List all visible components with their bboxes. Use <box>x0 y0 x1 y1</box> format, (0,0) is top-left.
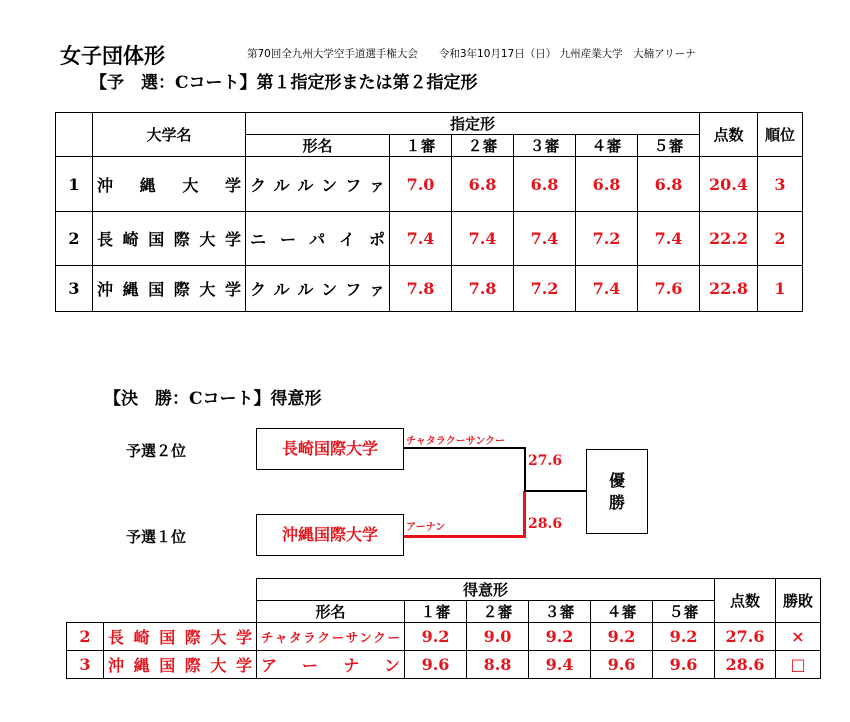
final-heading: 【決 勝：Cコート】得意形 <box>104 389 322 409</box>
header-total: 点数 <box>715 579 776 623</box>
judge-score: 7.4 <box>390 212 452 266</box>
judge-score: 9.2 <box>653 623 715 651</box>
judge-score: 7.6 <box>638 266 700 312</box>
final-results-table <box>66 578 821 679</box>
kata-name: アーナン <box>257 651 405 679</box>
judge-score: 8.8 <box>467 651 529 679</box>
judge-score: 9.2 <box>529 623 591 651</box>
header-judge-3: ３審 <box>514 135 576 157</box>
university-name: 沖縄国際大学 <box>104 651 257 679</box>
university-name: 沖縄国際大学 <box>93 266 246 312</box>
bracket-line-top-vertical <box>524 447 526 492</box>
judge-score: 9.4 <box>529 651 591 679</box>
event-info: 第70回全九州大学空手道選手権大会 令和3年10月17日（日） 九州産業大学 大楠アリーナ <box>247 48 696 60</box>
header-university: 大学名 <box>93 113 246 157</box>
table-row <box>56 157 803 212</box>
bracket-kata-top: チャタラクーサンクー <box>406 436 505 447</box>
judge-score: 7.4 <box>514 212 576 266</box>
university-name: 長崎国際大学 <box>93 212 246 266</box>
judge-score: 9.2 <box>591 623 653 651</box>
bracket-kata-bottom: アーナン <box>406 522 446 533</box>
header-judge-4: ４審 <box>576 135 638 157</box>
total-score: 27.6 <box>715 623 776 651</box>
table-row <box>67 651 821 679</box>
judge-score: 7.8 <box>390 266 452 312</box>
prelim-results-table <box>55 112 803 312</box>
total-score: 20.4 <box>700 157 758 212</box>
rank: 1 <box>758 266 803 312</box>
kata-name: クルルンファ <box>246 157 390 212</box>
header-judge-5: ５審 <box>653 601 715 623</box>
seed-label-bottom: 予選１位 <box>126 528 187 546</box>
header-result: 勝敗 <box>776 579 821 623</box>
university-name: 長崎国際大学 <box>104 623 257 651</box>
judge-score: 7.4 <box>576 266 638 312</box>
judge-score: 9.2 <box>405 623 467 651</box>
header-favorite-kata: 得意形 <box>257 579 715 601</box>
judge-score: 9.6 <box>405 651 467 679</box>
bracket-line-bottom-vertical <box>523 491 526 538</box>
table-row <box>56 266 803 312</box>
result-mark: □ <box>776 651 821 679</box>
header-judge-4: ４審 <box>591 601 653 623</box>
judge-score: 7.4 <box>638 212 700 266</box>
bracket-team-top: 長崎国際大学 <box>256 428 404 470</box>
bracket-line-bottom <box>404 535 526 538</box>
judge-score: 6.8 <box>514 157 576 212</box>
bracket-score-top: 27.6 <box>528 453 563 469</box>
judge-score: 9.6 <box>653 651 715 679</box>
judge-score: 7.2 <box>514 266 576 312</box>
header-total: 点数 <box>700 113 758 157</box>
kata-name: ニーパイポ <box>246 212 390 266</box>
bracket-score-bottom: 28.6 <box>528 516 563 532</box>
rank: 2 <box>758 212 803 266</box>
university-name: 沖 縄 大 学 <box>93 157 246 212</box>
kata-name: クルルンファ <box>246 266 390 312</box>
row-number: 1 <box>56 157 93 212</box>
header-judge-1: １審 <box>390 135 452 157</box>
total-score: 22.2 <box>700 212 758 266</box>
bracket-line-winner <box>524 490 586 492</box>
row-number: 3 <box>67 651 104 679</box>
table-row <box>56 212 803 266</box>
judge-score: 6.8 <box>452 157 514 212</box>
judge-score: 7.2 <box>576 212 638 266</box>
header-judge-2: ２審 <box>467 601 529 623</box>
kata-name: チャタラクーサンクー <box>257 623 405 651</box>
judge-score: 7.8 <box>452 266 514 312</box>
judge-score: 7.4 <box>452 212 514 266</box>
header-judge-2: ２審 <box>452 135 514 157</box>
total-score: 28.6 <box>715 651 776 679</box>
judge-score: 9.0 <box>467 623 529 651</box>
result-mark: × <box>776 623 821 651</box>
row-number: 2 <box>67 623 104 651</box>
header-kata-name: 形名 <box>246 135 390 157</box>
seed-label-top: 予選２位 <box>126 442 187 460</box>
header-kata-name: 形名 <box>257 601 405 623</box>
judge-score: 6.8 <box>638 157 700 212</box>
judge-score: 9.6 <box>591 651 653 679</box>
total-score: 22.8 <box>700 266 758 312</box>
header-judge-5: ５審 <box>638 135 700 157</box>
header-judge-1: １審 <box>405 601 467 623</box>
bracket-team-bottom: 沖縄国際大学 <box>256 514 404 556</box>
judge-score: 6.8 <box>576 157 638 212</box>
bracket-line-top <box>404 447 526 449</box>
header-no <box>56 113 93 157</box>
rank: 3 <box>758 157 803 212</box>
row-number: 3 <box>56 266 93 312</box>
header-rank: 順位 <box>758 113 803 157</box>
header-designated-kata: 指定形 <box>246 113 700 135</box>
row-number: 2 <box>56 212 93 266</box>
blank-corner <box>67 579 257 623</box>
header-judge-3: ３審 <box>529 601 591 623</box>
judge-score: 7.0 <box>390 157 452 212</box>
table-row <box>67 623 821 651</box>
prelim-heading: 【予 選：Cコート】第１指定形または第２指定形 <box>90 73 478 93</box>
page-title: 女子団体形 <box>60 43 165 68</box>
winner-box: 優 勝 <box>586 449 648 534</box>
